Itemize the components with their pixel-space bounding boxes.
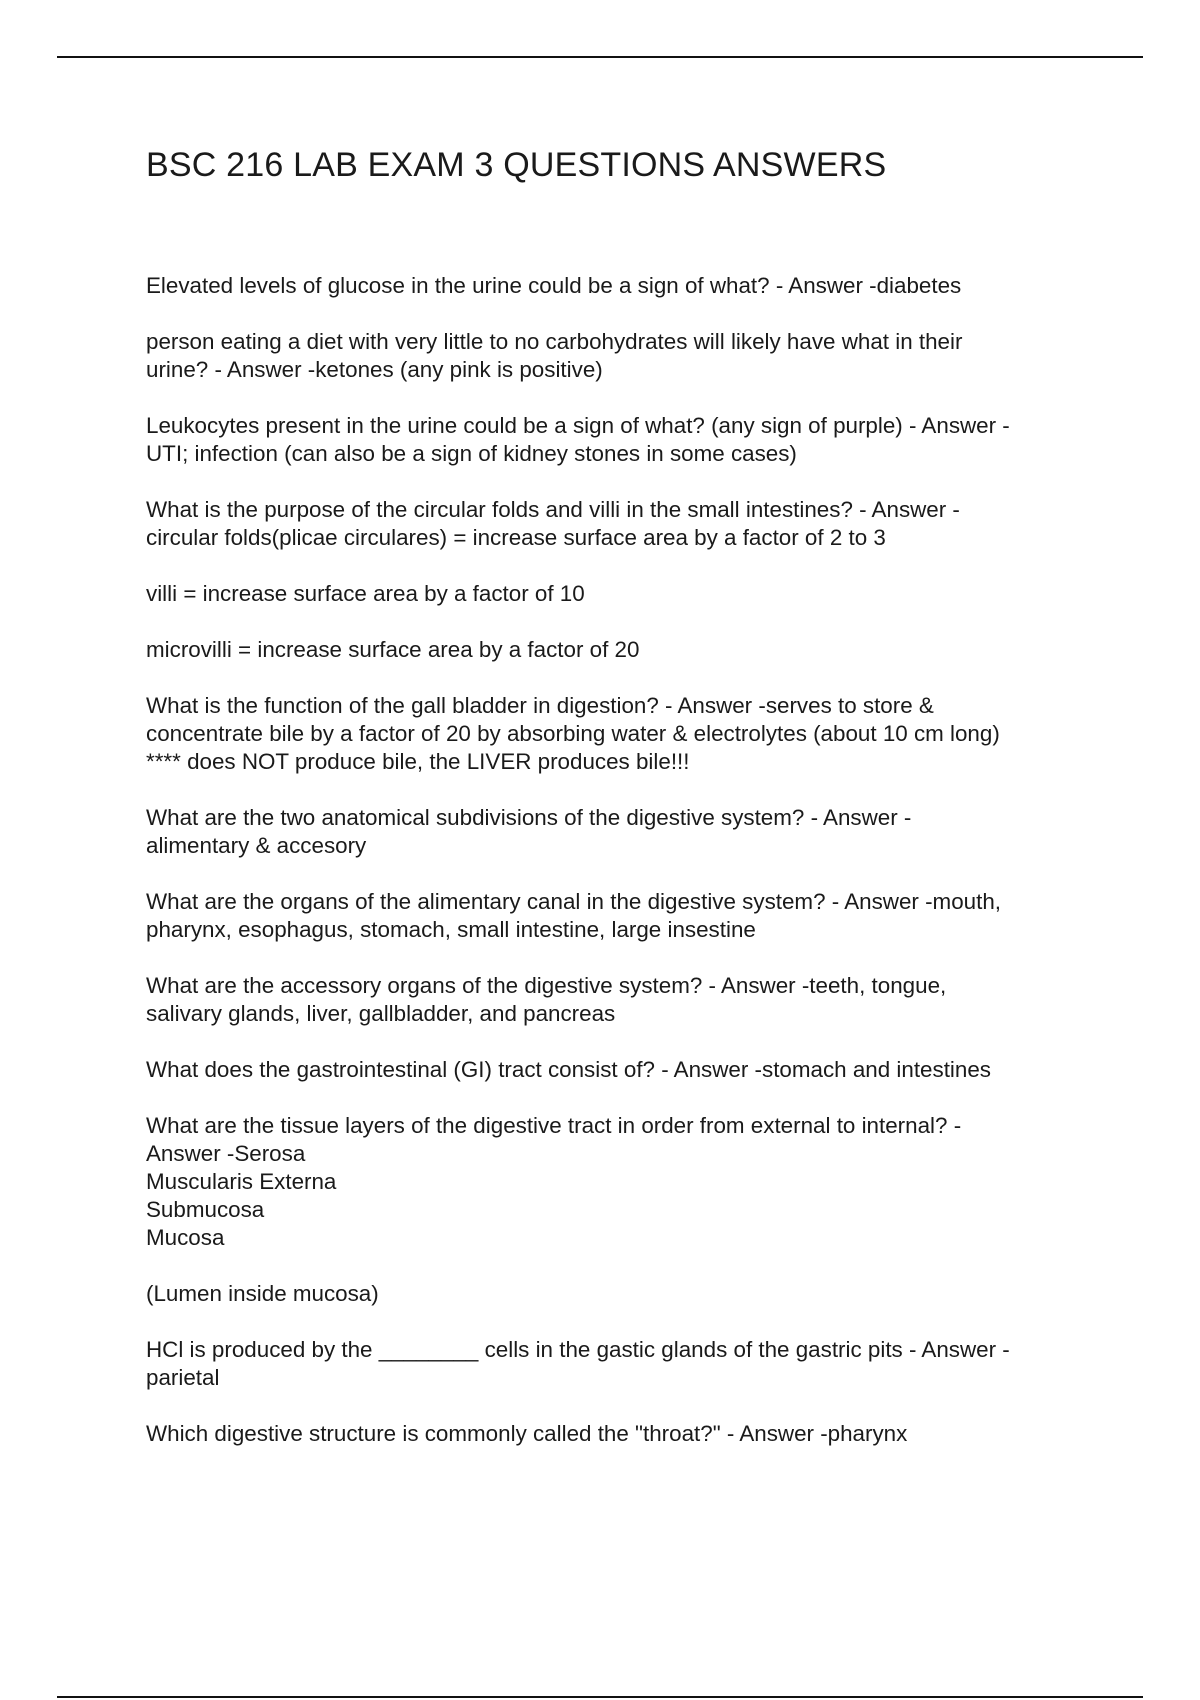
qa-item-glucose: Elevated levels of glucose in the urine could be a sign of what? - Answer -diabetes bbox=[146, 273, 962, 298]
qa-item-gall-bladder: What is the function of the gall bladder in digestion? - Answer -serves to store & concentrate bile by a factor of 20 by absorbing water & electrolytes (about 10 cm long) **** does NOT produce bile, the LIVER produces bile!!! bbox=[146, 693, 1000, 774]
qa-item-leukocytes: Leukocytes present in the urine could be a sign of what? (any sign of purple) - Answer - UTI; infection (can also be a sign of kidney stones in some cases) bbox=[146, 413, 1010, 466]
bottom-rule bbox=[57, 1696, 1143, 1698]
qa-item-gi-tract: What does the gastrointestinal (GI) tract consist of? - Answer -stomach and intestines bbox=[146, 1057, 992, 1082]
qa-item-throat: Which digestive structure is commonly called the "throat?" - Answer -pharynx bbox=[146, 1421, 908, 1446]
qa-item-tissue-layers: What are the tissue layers of the digestive tract in order from external to internal? - Answer -Serosa Muscularis Externa Submucosa Mucosa bbox=[146, 1113, 962, 1250]
qa-item-accessory-organs: What are the accessory organs of the digestive system? - Answer -teeth, tongue, salivary glands, liver, gallbladder, and pancreas bbox=[146, 973, 947, 1026]
qa-item-lumen-note: (Lumen inside mucosa) bbox=[146, 1281, 379, 1306]
qa-item-circular-folds: What is the purpose of the circular folds and villi in the small intestines? - Answer - circular folds(plicae circulares) = increase surface area by a factor of 2 to 3 bbox=[146, 497, 960, 550]
qa-item-ketones: person eating a diet with very little to no carbohydrates will likely have what in their urine? - Answer -ketones (any pink is positive) bbox=[146, 329, 963, 382]
qa-list bbox=[146, 272, 1096, 1476]
document-title: BSC 216 LAB EXAM 3 QUESTIONS ANSWERS bbox=[146, 146, 887, 184]
qa-item-subdivisions: What are the two anatomical subdivisions of the digestive system? - Answer - alimentary & accesory bbox=[146, 805, 912, 858]
qa-item-microvilli: microvilli = increase surface area by a factor of 20 bbox=[146, 637, 640, 662]
qa-item-villi: villi = increase surface area by a factor of 10 bbox=[146, 581, 585, 606]
top-rule bbox=[57, 56, 1143, 58]
qa-item-hcl: HCl is produced by the ________ cells in the gastic glands of the gastric pits - Answer - parietal bbox=[146, 1337, 1010, 1390]
qa-item-alimentary-organs: What are the organs of the alimentary canal in the digestive system? - Answer -mouth, pharynx, esophagus, stomach, small intestine, large insestine bbox=[146, 889, 1001, 942]
